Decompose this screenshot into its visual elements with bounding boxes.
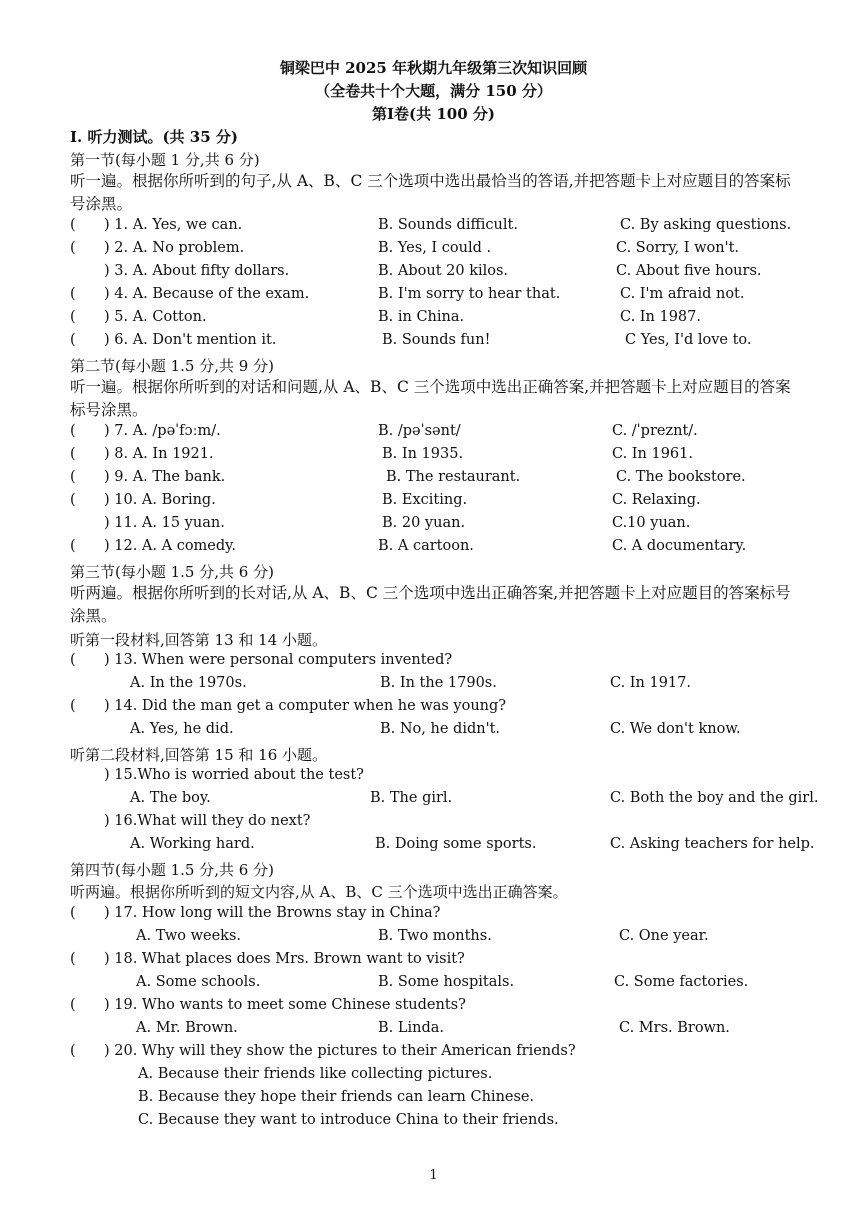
option-b: B. Doing some sports. xyxy=(375,836,537,852)
exam-title: 铜梁巴中 2025 年秋期九年级第三次知识回顾 xyxy=(279,59,588,77)
question-stem: ) 14. Did the man get a computer when he was young? xyxy=(104,698,507,714)
question-row xyxy=(70,951,830,973)
option-b: B. In the 1790s. xyxy=(380,675,497,691)
question-stem: ) 8. A. In 1921. xyxy=(104,446,214,462)
question-row xyxy=(70,332,830,354)
section-title: 第一节(每小题 1 分,共 6 分) xyxy=(70,151,260,169)
answer-paren[interactable]: ( xyxy=(70,492,76,508)
section-title: 第四节(每小题 1.5 分,共 6 分) xyxy=(70,861,274,879)
question-stem: ) 4. A. Because of the exam. xyxy=(104,286,310,302)
question-stem: ) 15.Who is worried about the test? xyxy=(104,767,364,783)
option-c: C. In 1917. xyxy=(610,675,691,691)
question-row xyxy=(70,423,830,445)
option-c: C. A documentary. xyxy=(612,538,747,554)
question-stem: ) 1. A. Yes, we can. xyxy=(104,217,243,233)
option-a: A. In the 1970s. xyxy=(130,675,247,691)
option-c: C. Mrs. Brown. xyxy=(619,1020,730,1036)
option-b: B. Yes, I could . xyxy=(378,240,492,256)
option-c: C. Asking teachers for help. xyxy=(610,836,815,852)
question-stem: ) 19. Who wants to meet some Chinese students? xyxy=(104,997,466,1013)
exam-subtitle: （全卷共十个大题，满分 150 分） xyxy=(315,82,552,100)
material-note: 听第二段材料,回答第 15 和 16 小题。 xyxy=(70,746,328,764)
question-stem: ) 13. When were personal computers invented? xyxy=(104,652,453,668)
answer-paren[interactable]: ( xyxy=(70,538,76,554)
question-row xyxy=(70,286,830,308)
option-b: B. Sounds difficult. xyxy=(378,217,518,233)
option-b: B. In 1935. xyxy=(382,446,464,462)
option-a: A. Some schools. xyxy=(136,974,261,990)
options-row xyxy=(130,836,830,858)
answer-paren[interactable]: ( xyxy=(70,332,76,348)
answer-paren[interactable]: ( xyxy=(70,240,76,256)
section-instruction: 听两遍。根据你所听到的长对话,从 A、B、C 三个选项中选出正确答案,并把答题卡上对应题目的答案标号涂黑。 xyxy=(70,584,791,625)
options-row xyxy=(136,928,836,950)
option-b: B. Exciting. xyxy=(382,492,468,508)
option-b: B. Linda. xyxy=(378,1020,445,1036)
answer-paren[interactable]: ( xyxy=(70,652,76,668)
question-row xyxy=(70,446,830,468)
option-a: A. Mr. Brown. xyxy=(136,1020,238,1036)
option-c: C Yes, I'd love to. xyxy=(625,332,752,348)
question-row xyxy=(70,813,830,835)
answer-paren[interactable]: ( xyxy=(70,905,76,921)
answer-paren[interactable]: ( xyxy=(70,698,76,714)
answer-paren[interactable]: ( xyxy=(70,446,76,462)
question-stem: ) 6. A. Don't mention it. xyxy=(104,332,277,348)
question-stem: ) 16.What will they do next? xyxy=(104,813,311,829)
option-c: C. Because they want to introduce China to their friends. xyxy=(138,1112,559,1128)
answer-paren[interactable]: ( xyxy=(70,286,76,302)
option-b: B. A cartoon. xyxy=(378,538,474,554)
question-stem: ) 20. Why will they show the pictures to their American friends? xyxy=(104,1043,576,1059)
option-b: B. The girl. xyxy=(370,790,453,806)
question-stem: ) 3. A. About fifty dollars. xyxy=(104,263,290,279)
volume-title: 第Ⅰ卷(共 100 分) xyxy=(372,105,495,123)
question-stem: ) 10. A. Boring. xyxy=(104,492,216,508)
option-a: A. Yes, he did. xyxy=(130,721,234,737)
part-heading: Ⅰ. 听力测试。(共 35 分) xyxy=(70,128,238,146)
option-a: A. Two weeks. xyxy=(136,928,242,944)
question-row xyxy=(70,492,830,514)
option-a: A. The boy. xyxy=(130,790,211,806)
section-title: 第三节(每小题 1.5 分,共 6 分) xyxy=(70,563,274,581)
options-row xyxy=(136,974,836,996)
option-c: C. One year. xyxy=(619,928,709,944)
question-stem: ) 18. What places does Mrs. Brown want to visit? xyxy=(104,951,465,967)
question-stem: ) 12. A. A comedy. xyxy=(104,538,237,554)
option-b: B. Some hospitals. xyxy=(378,974,515,990)
question-row xyxy=(70,905,830,927)
option-b: B. in China. xyxy=(378,309,465,325)
question-row xyxy=(70,698,830,720)
option-b: B. 20 yuan. xyxy=(382,515,466,531)
section-instruction: 听两遍。根据你所听到的短文内容,从 A、B、C 三个选项中选出正确答案。 xyxy=(70,883,568,901)
option-b: B. Two months. xyxy=(378,928,492,944)
option-c: C. Sorry, I won't. xyxy=(616,240,740,256)
question-row xyxy=(70,515,830,537)
option-b: B. I'm sorry to hear that. xyxy=(378,286,561,302)
page-number: 1 xyxy=(429,1168,438,1183)
question-row xyxy=(70,309,830,331)
answer-paren[interactable]: ( xyxy=(70,997,76,1013)
question-row xyxy=(70,240,830,262)
option-c: C. I'm afraid not. xyxy=(620,286,745,302)
option-c: C. In 1961. xyxy=(612,446,693,462)
options-row xyxy=(130,675,830,697)
question-stem: ) 9. A. The bank. xyxy=(104,469,226,485)
option-c: C.10 yuan. xyxy=(612,515,691,531)
answer-paren[interactable]: ( xyxy=(70,469,76,485)
option-c: C. About five hours. xyxy=(616,263,762,279)
option-a: A. Because their friends like collecting pictures. xyxy=(138,1066,493,1082)
option-b: B. Because they hope their friends can learn Chinese. xyxy=(138,1089,535,1105)
question-stem: ) 2. A. No problem. xyxy=(104,240,245,256)
section-instruction: 听一遍。根据你所听到的句子,从 A、B、C 三个选项中选出最恰当的答语,并把答题卡上对应题目的答案标号涂黑。 xyxy=(70,172,791,213)
question-row xyxy=(70,469,830,491)
answer-paren[interactable]: ( xyxy=(70,423,76,439)
option-b: B. No, he didn't. xyxy=(380,721,501,737)
question-row xyxy=(70,997,830,1019)
question-stem: ) 17. How long will the Browns stay in China? xyxy=(104,905,441,921)
answer-paren[interactable]: ( xyxy=(70,1043,76,1059)
option-c: C. Some factories. xyxy=(614,974,749,990)
option-b: B. Sounds fun! xyxy=(382,332,491,348)
option-c: C. We don't know. xyxy=(610,721,741,737)
question-row xyxy=(70,217,830,239)
answer-paren[interactable]: ( xyxy=(70,309,76,325)
option-b: B. /pəˈsənt/ xyxy=(378,423,461,439)
question-row xyxy=(70,263,830,285)
option-c: C. The bookstore. xyxy=(616,469,746,485)
question-row xyxy=(70,538,830,560)
question-row xyxy=(70,1043,830,1065)
answer-paren[interactable]: ( xyxy=(70,217,76,233)
section-title: 第二节(每小题 1.5 分,共 9 分) xyxy=(70,357,274,375)
section-instruction: 听一遍。根据你所听到的对话和问题,从 A、B、C 三个选项中选出正确答案,并把答题卡上对应题目的答案标号涂黑。 xyxy=(70,378,791,419)
option-c: C. Relaxing. xyxy=(612,492,701,508)
material-note: 听第一段材料,回答第 13 和 14 小题。 xyxy=(70,631,328,649)
options-row xyxy=(130,721,830,743)
question-stem: ) 11. A. 15 yuan. xyxy=(104,515,225,531)
option-c: C. In 1987. xyxy=(620,309,701,325)
option-a: A. Working hard. xyxy=(130,836,255,852)
options-row xyxy=(130,790,830,812)
answer-paren[interactable]: ( xyxy=(70,951,76,967)
option-b: B. About 20 kilos. xyxy=(378,263,509,279)
option-c: C. /ˈpreznt/. xyxy=(612,423,698,439)
option-c: C. By asking questions. xyxy=(620,217,792,233)
option-b: B. The restaurant. xyxy=(386,469,521,485)
option-c: C. Both the boy and the girl. xyxy=(610,790,819,806)
question-stem: ) 5. A. Cotton. xyxy=(104,309,207,325)
options-row xyxy=(136,1020,836,1042)
question-row xyxy=(70,652,830,674)
question-row xyxy=(70,767,830,789)
question-stem: ) 7. A. /pəˈfɔːm/. xyxy=(104,423,221,439)
